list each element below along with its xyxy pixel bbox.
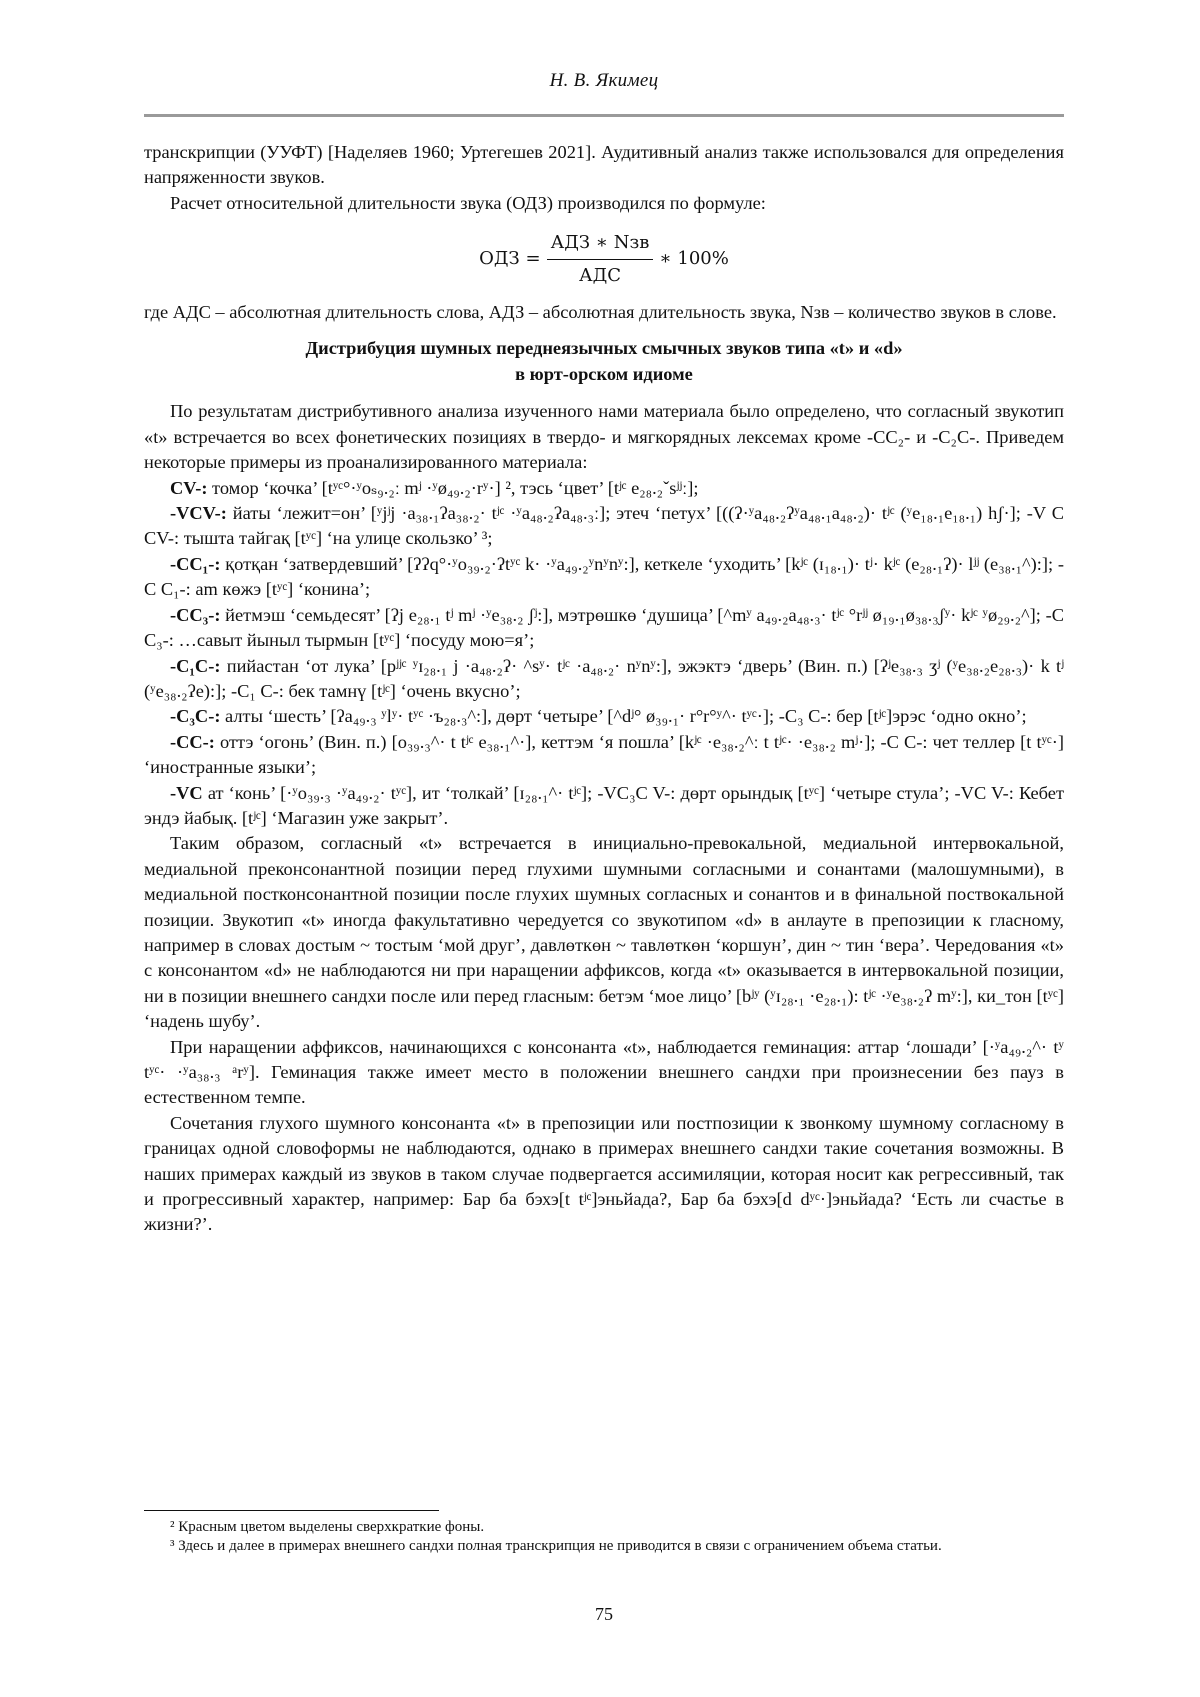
example-environment: -VCV-:: [170, 503, 233, 524]
example-item: [144, 730, 1064, 781]
example-item: [144, 781, 1064, 832]
paragraph-sandhi: Сочетания глухого шумного консонанта «t» в препозиции или постпозиции к звонкому шумному согласному в границах одной словоформы не наблюдаются, однако в примерах внешнего сандхи такие сочетания возможны. В наших примерах каждый из звуков в таком случае подвергается ассимиляции, которая носит как регрессивный, так и прогрессивный характер, например: Бар ба бэхэ[t tʲᶜ]эньйада?, Бар ба бэхэ[d dʸᶜ·]эньйада? ‘Есть ли счастье в жизни?’.: [144, 1112, 1064, 1235]
formula: [144, 230, 1064, 288]
page-number: 75: [595, 1604, 613, 1624]
example-item: [144, 654, 1064, 705]
paragraph-formula-intro: Расчет относительной длительности звука (ОДЗ) производился по формуле:: [170, 192, 766, 213]
paragraph-results: По результатам дистрибутивного анализа изученного нами материала было определено, что согласный звукотип «t» встречается во всех фонетических позициях в твердо- и мягкорядных лексемах кроме -CC₂- и -C₂C-. Приведем некоторые примеры из проанализированного материала:: [144, 401, 1064, 473]
example-item: [144, 704, 1064, 729]
article-body: [144, 140, 1064, 1238]
paragraph-conclusion: Таким образом, согласный «t» встречается в инициально-превокальной, медиальной интервокальной, медиальной преконсонантной позиции перед глухими шумными согласными и сонантами (малошумными), в медиальной постконсонантной позиции после глухих шумных согласных и сонантов и в финальной поствокальной позиции. Звукотип «t» иногда факультативно чередуется со звукотипом «d» в анлауте в препозиции к гласному, например в словах достым ~ тостым ‘мой друг’, давлөткөн ~ тавлөткөн ‘коршун’, дин ~ тин ‘вера’. Чередования «t» с консонантом «d» не наблюдаются ни при наращении аффиксов, когда «t» оказывается в интервокальной позиции, ни в позиции внешнего сандхи после или перед гласным: бетэм ‘мое лицо’ [bʲʸ (ʸɪ₂₈.₁ ·e₂₈.₁): tʲᶜ ·ʸe₃₈.₂ʔ mʸ:], ки_тон [tʸᶜ] ‘надень шубу’.: [144, 833, 1064, 1032]
example-words: томор ‘кочка’ [tʸᶜ°·ʸoₛ₉.₂ː mʲ ·ʸø₄₉.₂·rʸ·] ², тэсь ‘цвет’ [tʲᶜ e₂₈.₂ˇsʲʲː];: [212, 477, 699, 498]
footnotes: [144, 1518, 1064, 1556]
paragraph-intro: транскрипции (УУФТ) [Наделяев 1960; Уртегешев 2021]. Аудитивный анализ также использовался для определения напряженности звуков.: [144, 142, 1064, 188]
header-rule: [144, 114, 1064, 117]
footnote-rule: [144, 1510, 439, 1511]
example-words: пийастан ‘от лука’ [pʲʲᶜ ʸɪ₂₈.₁ j ·a₄₈.₂ʔ· ^sʸ· tʲᶜ ·a₄₈.₂· nʸnʸ:], эжэктэ ‘дверь’ (Вин. п.) [ʔʲe₃₈.₃ ʒʲ (ʸe₃₈.₂e₂₈.₃)· k tʲ (ʸe₃₈.₂ʔe):]; -C₁ C-: бек тамнү [tʲᶜ] ‘очень вкусно’;: [144, 655, 1065, 701]
running-head: Н. В. Якимец: [549, 70, 659, 91]
formula-denominator: АДС: [578, 264, 622, 286]
example-item: [144, 603, 1064, 654]
paragraph-formula-legend: где АДС – абсолютная длительность слова, АДЗ – абсолютная длительность звука, Nзв – количество звуков в слове.: [144, 302, 1057, 323]
example-environment: -VC: [170, 782, 208, 803]
example-environment: -CC₁-:: [170, 553, 226, 574]
example-item: [144, 476, 1064, 501]
examples-list: [144, 476, 1064, 832]
formula-tail: ∗ 100%: [659, 248, 729, 270]
footnote: ² Красным цветом выделены сверхкраткие фоны.: [170, 1519, 485, 1535]
example-environment: -CC-:: [170, 731, 221, 752]
example-words: оттэ ‘огонь’ (Вин. п.) [o₃₉.₃^· t tʲᶜ e₃₈.₁^·], кеттэм ‘я пошла’ [kʲᶜ ·e₃₈.₂^ː t tʲᶜ· ·e₃₈.₂ mʲ·]; -C C-: чет теллер [t tʸᶜ·] ‘иностранные языки’;: [144, 731, 1064, 778]
section-title: [144, 335, 1064, 387]
example-environment: -C₃C-:: [170, 706, 226, 727]
page: [144, 0, 1064, 1697]
example-words: ат ‘конь’ [·ʸo₃₉.₃ ·ʸa₄₉.₂· tʸᶜ], ит ‘толкай’ [ɪ₂₈.₁^· tʲᶜ]; -VC₃C V-: дөрт орындық [tʸᶜ] ‘четыре стула’; -VC V-: Кебет эндэ йабық. [tʲᶜ] ‘Магазин уже закрыт’.: [144, 782, 1064, 828]
example-environment: CV-:: [170, 477, 213, 498]
example-item: [144, 501, 1064, 552]
example-words: йаты ‘лежит=он’ [ʸjʲj ·a₃₈.₁ʔa₃₈.₂· tʲᶜ ·ʸa₄₈.₂ʔa₄₈.₃ː]; этеч ‘петух’ [((ʔ·ʸa₄₈.₂ʔʸa₄₈.₁a₄₈.₂)· tʲᶜ (ʸe₁₈.₁e₁₈.₁) hʃ·]; -V C CV-: тыштa тайгақ [tʸᶜ] ‘на улице скользко’ ³;: [144, 503, 1064, 549]
example-words: алты ‘шесть’ [ʔa₄₉.₃ ʸlʸ· tʸᶜ ·ъ₂₈.₃^:], дөрт ‘четыре’ [^dʲ° ø₃₉.₁· r°r°ʸ^· tʸᶜ·]; -C₃ C-: бер [tʲᶜ]эрэс ‘одно окно’;: [225, 706, 1027, 727]
formula-fraction: [547, 230, 654, 288]
example-words: йетмэш ‘семьдесят’ [ʔj e₂₈.₁ tʲ mʲ ·ʸe₃₈.₂ ʃʲ:], мэтрөшкө ‘душица’ [^mʸ a₄₉.₂a₄₈.₃· tʲᶜ °rʲʲ ø₁₉.₁ø₃₈.₃ʃʸ· kʲᶜ ʸø₂₉.₂^]; -C C₃-: …сaвыт йыныл тырмын [tʸᶜ] ‘посуду мою=я’;: [144, 604, 1065, 651]
example-environment: -C₁C-:: [170, 655, 227, 676]
example-item: [144, 552, 1064, 603]
paragraph-gemination: При наращении аффиксов, начинающихся с консонанта «t», наблюдается геминация: аттар ‘лошади’ [·ʸa₄₉.₂^· tʸ tʸᶜ· ·ʸa₃₈.₃ ᵃrʸ]. Геминация также имеет место в положении внешнего сандхи при произнесении без пауз в естественном темпе.: [144, 1036, 1064, 1108]
formula-lhs: ОДЗ =: [479, 248, 541, 270]
example-words: қотқан ‘затвердевший’ [ʔʔq°·ʸo₃₉.₂·ʔtʸᶜ k· ·ʸa₄₉.₂ʸnʸnʸ:], кеткеле ‘уходить’ [kʲᶜ (ɪ₁₈.₁)· tʲ· kʲᶜ (e₂₈.₁ʔ)· lʲʲ (e₃₈.₁^):]; -C C₁-: am көжэ [tʸᶜ] ‘конина’;: [144, 553, 1065, 600]
example-environment: -CC₃-:: [170, 604, 226, 625]
formula-numerator: АДЗ ∗ Nзв: [547, 230, 654, 259]
section-title-line: Дистрибуция шумных переднеязычных смычных звуков типа «t» и «d»: [305, 338, 903, 359]
footnote: ³ Здесь и далее в примерах внешнего сандхи полная транскрипция не приводится в связи с ограничением объема статьи.: [170, 1538, 942, 1554]
section-title-line: в юрт-орском идиоме: [515, 364, 693, 385]
